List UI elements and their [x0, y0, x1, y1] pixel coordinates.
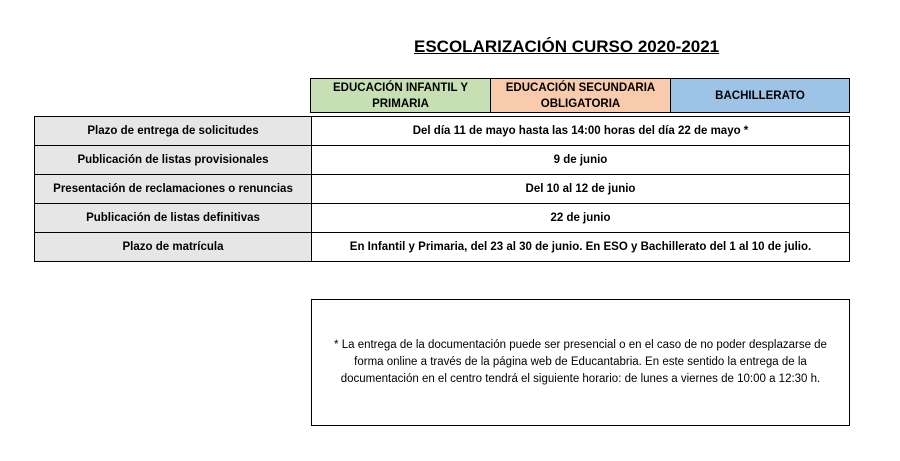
row-label: Presentación de reclamaciones o renuncias	[35, 175, 312, 204]
row-value: Del 10 al 12 de junio	[312, 175, 850, 204]
row-value: Del día 11 de mayo hasta las 14:00 horas del día 22 de mayo *	[312, 117, 850, 146]
row-value: 22 de junio	[312, 204, 850, 233]
row-label: Publicación de listas provisionales	[35, 146, 312, 175]
note-line1: * La entrega de la documentación puede ser presencial o en el caso de no poder desplazarse de	[334, 339, 827, 351]
note-line2: forma online a través de la página web de Educantabria. En este sentido la entrega de la	[354, 356, 807, 368]
header-infantil-primaria	[310, 78, 491, 113]
header-secundaria	[490, 78, 671, 113]
table-row	[35, 175, 850, 204]
header-bachillerato-label: BACHILLERATO	[715, 89, 805, 102]
row-label: Plazo de entrega de solicitudes	[35, 117, 312, 146]
note-line3: documentación en el centro tendrá el siguiente horario: de lunes a viernes de 10:00 a 12:30 h.	[340, 373, 821, 385]
page-title: ESCOLARIZACIÓN CURSO 2020-2021	[414, 37, 720, 56]
table-row	[35, 146, 850, 175]
header-infantil-line2: PRIMARIA	[372, 97, 429, 110]
note-box	[311, 299, 850, 426]
row-value: 9 de junio	[312, 146, 850, 175]
table-row	[35, 233, 850, 262]
row-value: En Infantil y Primaria, del 23 al 30 de junio. En ESO y Bachillerato del 1 al 10 de julio.	[312, 233, 850, 262]
table-row	[35, 117, 850, 146]
schedule-table	[34, 116, 850, 262]
row-label: Plazo de matrícula	[35, 233, 312, 262]
table-row	[35, 204, 850, 233]
row-label: Publicación de listas definitivas	[35, 204, 312, 233]
header-secundaria-line2: OBLIGATORIA	[540, 97, 621, 110]
header-bachillerato	[670, 78, 850, 113]
header-secundaria-line1: EDUCACIÓN SECUNDARIA	[505, 81, 656, 94]
header-infantil-line1: EDUCACIÓN INFANTIL Y	[332, 81, 469, 94]
